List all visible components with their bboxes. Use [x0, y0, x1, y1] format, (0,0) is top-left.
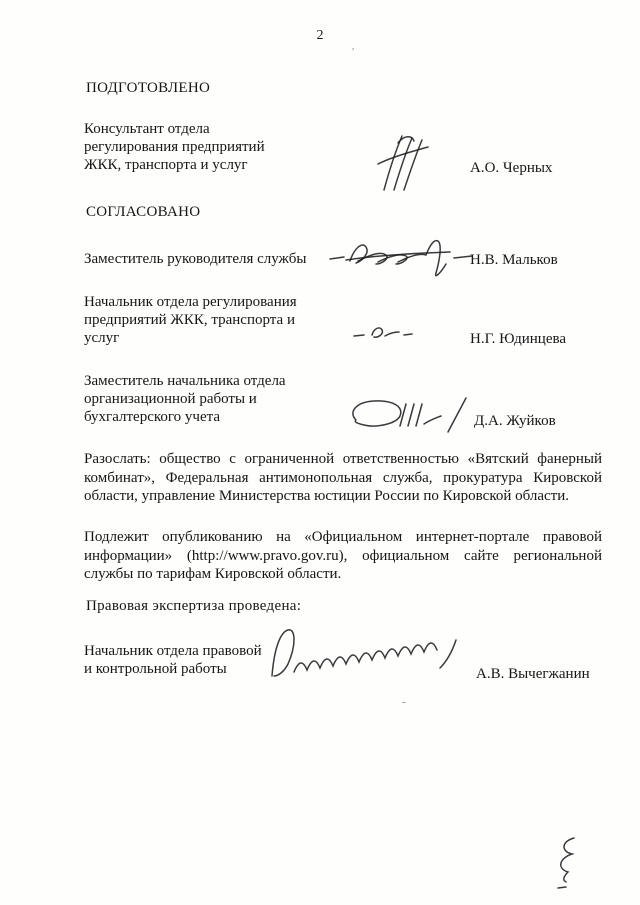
signatory-title-regulation-head: Начальник отдела регулирования предприятий ЖКК, транспорта и услуг: [84, 294, 297, 346]
page-number: 2: [316, 28, 324, 43]
signatory-name-yudintseva: Н.Г. Юдинцева: [470, 331, 567, 347]
signatory-name-zhuikov: Д.А. Жуйков: [474, 413, 556, 429]
signatory-name-malkov: Н.В. Мальков: [470, 252, 558, 268]
header-legal-review: Правовая экспертиза проведена:: [86, 598, 302, 614]
signatory-name-vychegzhanin: А.В. Вычегжанин: [476, 666, 590, 682]
signature-yudintseva: [352, 322, 414, 344]
signatory-title-consultant: Консультант отдела регулирования предприятий ЖКК, транспорта и услуг: [84, 121, 265, 173]
signature-zhuikov: [340, 392, 472, 438]
signature-malkov: [328, 228, 474, 282]
signatory-title-deputy-head: Заместитель руководителя службы: [84, 251, 307, 267]
scan-dash: -: [402, 696, 406, 708]
signatory-title-legal-head: Начальник отдела правовой и контрольной работы: [84, 643, 262, 677]
signature-vychegzhanin: [262, 622, 478, 686]
paragraph-publication: Подлежит опубликованию на «Официальном интернет-портале правовой информации» (http://www.pravo.gov.ru), официальном сайте региональной службы по тарифам Кировской области.: [84, 529, 602, 582]
signature-chernykh: [368, 132, 434, 194]
signatory-title-org-deputy: Заместитель начальника отдела организационной работы и бухгалтерского учета: [84, 373, 286, 425]
header-prepared: ПОДГОТОВЛЕНО: [86, 80, 211, 96]
signature-stray-mark: [536, 832, 586, 892]
header-approved: СОГЛАСОВАНО: [86, 204, 201, 220]
scan-speck: ʹ: [352, 46, 355, 58]
paragraph-distribution: Разослать: общество с ограниченной ответственностью «Вятский фанерный комбинат», Федеральная антимонопольная служба, прокуратура Кировской области, управление Министерства юстиции России по Кировской области.: [84, 451, 602, 504]
signatory-name-chernykh: А.О. Черных: [470, 160, 553, 176]
